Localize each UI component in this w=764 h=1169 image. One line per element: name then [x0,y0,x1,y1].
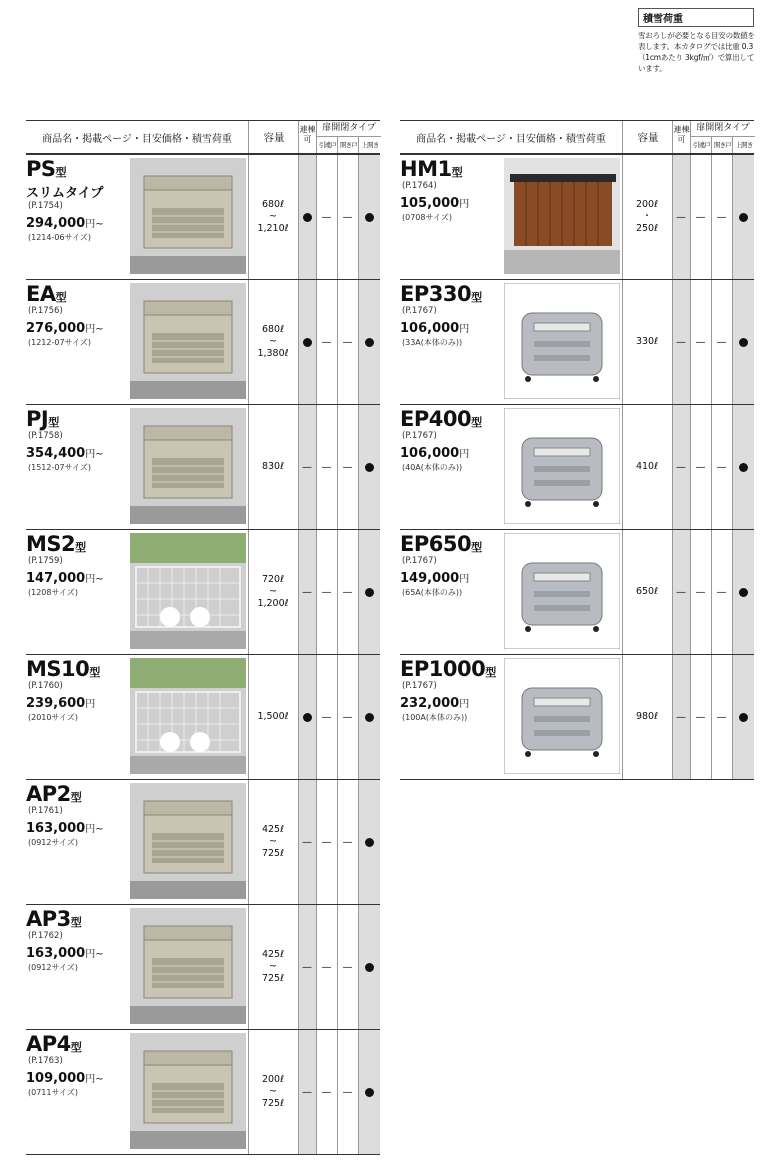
door-type-cell [298,155,316,279]
product-row [400,405,754,530]
not-available-dash: — [302,836,312,848]
capacity-line: ~ [269,336,277,347]
not-available-dash: — [302,461,312,473]
catalog-page: (P.1762) [28,931,63,941]
capacity-cell [622,405,672,529]
product-row [26,780,380,905]
not-available-dash: — [342,461,353,473]
available-dot [303,713,312,722]
product-type-suffix: 型 [75,541,86,554]
door-type-cell [337,280,358,404]
capacity-line: 1,200ℓ [257,598,289,609]
product-photo [130,158,246,274]
door-type-cell [316,780,337,904]
product-model: MS2 [26,532,76,556]
product-size: (1212-07サイズ) [28,338,92,347]
product-photo [130,283,246,399]
door-type-cell [298,780,316,904]
capacity-line: 1,380ℓ [257,348,289,359]
product-model: HM1 [400,157,452,181]
door-type-cell [298,405,316,529]
product-price [26,695,95,711]
door-type-cell [316,905,337,1029]
catalog-page: (P.1767) [402,431,437,441]
capacity-line: 330ℓ [635,336,659,347]
product-model: AP4 [26,1032,71,1056]
door-type-cell [732,405,754,529]
door-type-cell [337,655,358,779]
not-available-dash: — [342,336,353,348]
product-model: EP330 [400,282,472,306]
capacity-line: 725ℓ [261,973,285,984]
door-type-cell [711,280,732,404]
capacity-cell [248,530,298,654]
capacity-line: ・ [642,211,652,222]
product-size: (1512-07サイズ) [28,463,92,472]
door-type-cell [711,655,732,779]
catalog-page: (P.1756) [28,306,63,316]
catalog-page: (P.1758) [28,431,63,441]
snow-load-note-body: 雪おろしが必要となる目安の数値を表します。本カタログでは比重 0.3（1cmあたり 3kgf/㎡）で算出しています。 [638,31,755,73]
header-sliding-door: 引違戸 [316,137,338,153]
price-value: 294,000 [26,216,86,231]
capacity-line: 410ℓ [635,461,659,472]
door-type-cell [672,655,690,779]
door-type-cell [732,530,754,654]
product-photo [130,908,246,1024]
capacity-line: 680ℓ [261,324,285,335]
not-available-dash: — [716,586,727,598]
price-unit: 円 [459,449,470,460]
door-type-cell [672,530,690,654]
price-value: 239,600 [26,696,86,711]
product-type-suffix: 型 [471,416,482,429]
available-dot [739,713,748,722]
door-type-cell [316,530,337,654]
capacity-cell [622,530,672,654]
header-top-opening: 上開き [732,137,755,153]
not-available-dash: — [676,711,686,723]
price-unit: 円 [85,699,96,710]
product-price [400,695,469,711]
product-size: (65A(本体のみ)) [402,588,463,597]
snow-load-note [638,8,756,74]
door-type-cell [358,905,380,1029]
header-hinged-door: 開き戸 [711,137,733,153]
capacity-line: 1,500ℓ [257,711,289,722]
price-unit: 円 [459,324,470,335]
door-type-cell [732,155,754,279]
product-type-suffix: 型 [70,916,82,929]
product-type-suffix: 型 [70,1041,82,1054]
capacity-line: 680ℓ [261,199,285,210]
price-value: 106,000 [400,446,460,461]
capacity-line: 725ℓ [261,848,285,859]
header-sliding-door: 引違戸 [690,137,712,153]
capacity-line: ~ [269,1086,277,1097]
not-available-dash: — [716,461,727,473]
available-dot [365,338,374,347]
product-size: (0711サイズ) [28,1088,78,1097]
price-unit: 円~ [85,824,104,835]
product-photo [504,158,620,274]
product-row [26,905,380,1030]
not-available-dash: — [716,711,727,723]
door-type-cell [690,655,711,779]
product-size: (2010サイズ) [28,713,78,722]
door-type-cell [298,530,316,654]
catalog-page: (P.1761) [28,806,63,816]
capacity-cell [622,155,672,279]
not-available-dash: — [342,711,353,723]
door-type-cell [316,655,337,779]
product-row [26,655,380,780]
price-value: 147,000 [26,571,86,586]
catalog-page: (P.1767) [402,681,437,691]
capacity-line: 650ℓ [635,586,659,597]
snow-load-note-title: 積雪荷重 [638,8,754,27]
product-photo [504,283,620,399]
capacity-line: 250ℓ [635,223,659,234]
price-value: 163,000 [26,946,86,961]
product-row [400,280,754,405]
available-dot [365,463,374,472]
not-available-dash: — [716,336,727,348]
door-type-cell [358,1030,380,1154]
header-capacity: 容量 [622,121,673,153]
door-type-cell [732,280,754,404]
not-available-dash: — [321,961,332,973]
door-type-cell [690,280,711,404]
capacity-line: ~ [269,586,277,597]
product-row [26,530,380,655]
door-type-cell [711,530,732,654]
not-available-dash: — [695,711,706,723]
door-type-cell [358,655,380,779]
door-type-cell [732,655,754,779]
available-dot [365,963,374,972]
not-available-dash: — [676,461,686,473]
capacity-cell [248,655,298,779]
price-value: 163,000 [26,821,86,836]
not-available-dash: — [342,211,353,223]
capacity-cell [622,280,672,404]
product-model: EP1000 [400,657,486,681]
available-dot [739,338,748,347]
not-available-dash: — [302,961,312,973]
not-available-dash: — [321,461,332,473]
not-available-dash: — [342,1086,353,1098]
not-available-dash: — [676,586,686,598]
product-row [400,530,754,655]
not-available-dash: — [321,836,332,848]
not-available-dash: — [342,586,353,598]
product-row [26,405,380,530]
product-row [400,655,754,780]
table-header [400,120,754,155]
product-photo [130,658,246,774]
price-value: 109,000 [26,1071,86,1086]
available-dot [365,1088,374,1097]
price-unit: 円 [459,699,470,710]
product-model: PS [26,157,56,181]
product-type-suffix: 型 [55,291,67,304]
door-type-cell [337,780,358,904]
left-product-table [26,120,380,1155]
product-type-suffix: 型 [48,416,59,429]
door-type-cell [337,905,358,1029]
product-price [26,570,104,586]
header-product-name: 商品名・掲載ページ・目安価格・積雪荷重 [42,133,232,145]
product-price [26,445,104,461]
door-type-cell [711,405,732,529]
product-type-suffix: 型 [471,541,482,554]
not-available-dash: — [302,586,312,598]
product-model: EP650 [400,532,472,556]
capacity-line: ~ [269,836,277,847]
capacity-line: 980ℓ [635,711,659,722]
product-type-suffix: 型 [471,291,482,304]
product-model: PJ [26,407,49,431]
door-type-cell [690,155,711,279]
catalog-page: (P.1754) [28,201,63,211]
right-product-table [400,120,754,780]
door-type-cell [298,905,316,1029]
not-available-dash: — [321,211,332,223]
door-type-cell [337,530,358,654]
capacity-line: ~ [269,211,277,222]
product-subtitle: スリムタイプ [26,186,104,201]
price-unit: 円~ [85,219,104,230]
product-model: AP2 [26,782,71,806]
header-renmune: 連棟可 [672,121,690,153]
product-price [26,1070,104,1086]
header-door-type: 扉開閉タイプ [690,121,755,137]
price-unit: 円~ [85,324,104,335]
table-header [26,120,380,155]
product-photo [504,533,620,649]
catalog-page: (P.1760) [28,681,63,691]
capacity-cell [248,780,298,904]
product-photo [504,658,620,774]
product-price [26,945,104,961]
product-size: (40A(本体のみ)) [402,463,463,472]
product-price [400,445,469,461]
catalog-page: (P.1767) [402,306,437,316]
product-price [26,215,104,231]
capacity-line: 1,210ℓ [257,223,289,234]
door-type-cell [298,280,316,404]
available-dot [365,213,374,222]
available-dot [739,213,748,222]
capacity-cell [248,405,298,529]
capacity-line: 200ℓ [635,199,659,210]
product-photo [130,408,246,524]
product-price [26,320,104,336]
header-top-opening: 上開き [358,137,381,153]
available-dot [365,588,374,597]
capacity-cell [248,905,298,1029]
capacity-line: 830ℓ [261,461,285,472]
catalog-page: (P.1759) [28,556,63,566]
door-type-cell [316,280,337,404]
available-dot [739,463,748,472]
available-dot [365,838,374,847]
not-available-dash: — [321,711,332,723]
door-type-cell [337,405,358,529]
not-available-dash: — [321,336,332,348]
available-dot [303,338,312,347]
door-type-cell [358,155,380,279]
door-type-cell [672,280,690,404]
product-type-suffix: 型 [485,666,496,679]
product-price [400,570,469,586]
capacity-cell [248,1030,298,1154]
header-renmune: 連棟可 [298,121,316,153]
header-door-type: 扉開閉タイプ [316,121,381,137]
door-type-cell [298,655,316,779]
product-price [400,320,469,336]
not-available-dash: — [676,336,686,348]
door-type-cell [672,155,690,279]
door-type-cell [690,530,711,654]
price-unit: 円~ [85,449,104,460]
door-type-cell [358,530,380,654]
door-type-cell [337,155,358,279]
header-capacity: 容量 [248,121,299,153]
product-type-suffix: 型 [451,166,463,179]
header-hinged-door: 開き戸 [337,137,359,153]
catalog-page: (P.1763) [28,1056,63,1066]
product-row [26,1030,380,1155]
not-available-dash: — [321,586,332,598]
product-row [400,155,754,280]
product-type-suffix: 型 [70,791,82,804]
capacity-cell [248,280,298,404]
door-type-cell [316,155,337,279]
catalog-page: (P.1764) [402,181,437,191]
product-model: EP400 [400,407,472,431]
door-type-cell [337,1030,358,1154]
door-type-cell [358,405,380,529]
price-unit: 円 [459,574,470,585]
door-type-cell [358,780,380,904]
available-dot [365,713,374,722]
product-row [26,280,380,405]
product-photo [130,1033,246,1149]
door-type-cell [316,405,337,529]
capacity-cell [248,155,298,279]
product-size: (0912サイズ) [28,963,78,972]
door-type-cell [690,405,711,529]
product-size: (1208サイズ) [28,588,78,597]
price-value: 149,000 [400,571,460,586]
product-photo [130,783,246,899]
product-photo [504,408,620,524]
capacity-line: 200ℓ [261,1074,285,1085]
product-photo [130,533,246,649]
price-value: 232,000 [400,696,460,711]
door-type-cell [358,280,380,404]
product-price [400,195,469,211]
product-price [26,820,104,836]
not-available-dash: — [676,211,686,223]
product-size: (100A(本体のみ)) [402,713,468,722]
door-type-cell [316,1030,337,1154]
door-type-cell [298,1030,316,1154]
door-type-cell [672,405,690,529]
product-size: (0912サイズ) [28,838,78,847]
header-product-name: 商品名・掲載ページ・目安価格・積雪荷重 [416,133,606,145]
product-model: MS10 [26,657,90,681]
not-available-dash: — [716,211,727,223]
product-size: (33A(本体のみ)) [402,338,463,347]
product-type-suffix: 型 [55,166,67,179]
not-available-dash: — [695,586,706,598]
not-available-dash: — [302,1086,312,1098]
price-value: 105,000 [400,196,460,211]
not-available-dash: — [342,961,353,973]
not-available-dash: — [695,461,706,473]
catalog-page: (P.1767) [402,556,437,566]
price-unit: 円 [459,199,470,210]
capacity-cell [622,655,672,779]
product-size: (1214-06サイズ) [28,233,92,242]
not-available-dash: — [342,836,353,848]
capacity-line: 725ℓ [261,1098,285,1109]
product-type-suffix: 型 [89,666,100,679]
product-model: EA [26,282,56,306]
capacity-line: 720ℓ [261,574,285,585]
not-available-dash: — [695,336,706,348]
price-value: 106,000 [400,321,460,336]
door-type-cell [711,155,732,279]
available-dot [303,213,312,222]
capacity-line: ~ [269,961,277,972]
product-size: (0708サイズ) [402,213,452,222]
capacity-line: 425ℓ [261,824,285,835]
price-unit: 円~ [85,574,104,585]
product-model: AP3 [26,907,71,931]
price-value: 276,000 [26,321,86,336]
available-dot [739,588,748,597]
price-unit: 円~ [85,1074,104,1085]
product-row [26,155,380,280]
product-name [26,157,66,185]
capacity-line: 425ℓ [261,949,285,960]
not-available-dash: — [321,1086,332,1098]
price-unit: 円~ [85,949,104,960]
price-value: 354,400 [26,446,86,461]
not-available-dash: — [695,211,706,223]
